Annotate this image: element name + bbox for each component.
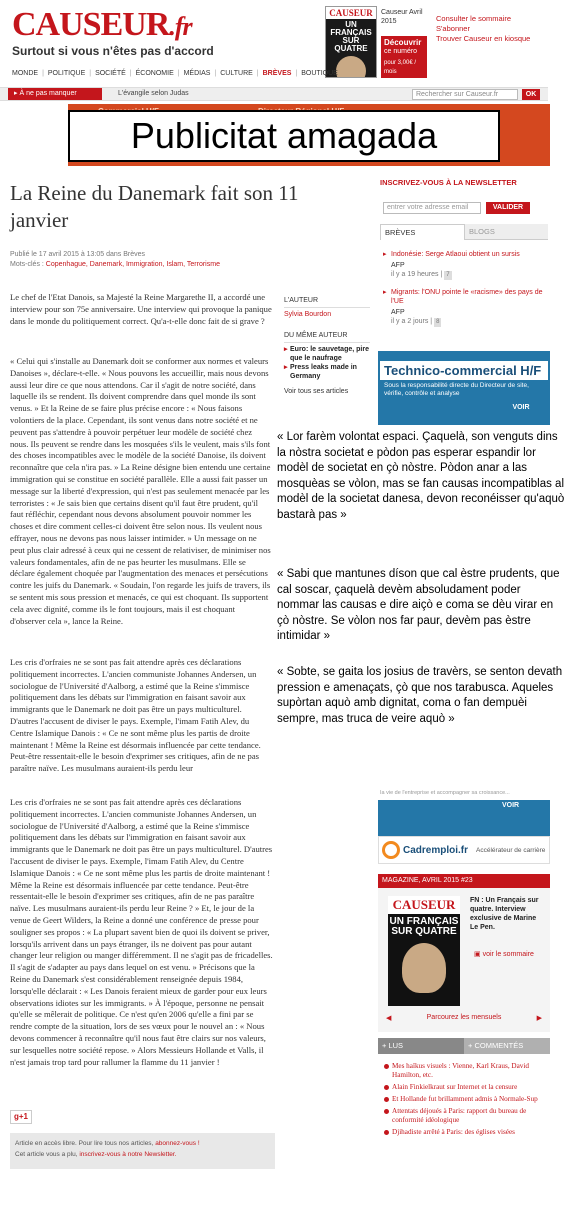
- tab-blogs[interactable]: BLOGS: [465, 224, 548, 240]
- mag-cover-text: UN FRANÇAIS SUR QUATRE: [389, 916, 459, 937]
- comment-count: 7: [446, 272, 450, 278]
- newsletter-box: [380, 178, 548, 211]
- list-item[interactable]: Mes haïkus visuels : Vienne, Karl Kraus, David Hamilton, etc.: [382, 1062, 550, 1080]
- mag-thumb-title: CAUSEUR: [326, 7, 376, 19]
- cover-portrait-image: [402, 943, 446, 993]
- same-author-item[interactable]: ▸ Euro: le sauvetage, pire que le naufrage: [284, 345, 370, 363]
- ticker-bar: [0, 87, 548, 101]
- same-author-heading: DU MÊME AUTEUR: [284, 331, 370, 343]
- ticker-news[interactable]: L'évangile selon Judas: [118, 90, 189, 97]
- cadremploi-name: Cadremploi.fr: [403, 844, 469, 856]
- author-name[interactable]: Sylvia Bourdon: [284, 311, 332, 318]
- cadremploi-logo-icon: [382, 841, 400, 859]
- next-arrow-icon[interactable]: ▶: [536, 1015, 542, 1022]
- cadremploi-tagline: Accélérateur de carrière: [476, 846, 546, 854]
- browse-issues-link[interactable]: Parcourez les mensuels: [426, 1014, 502, 1021]
- nav-monde[interactable]: MONDE: [12, 69, 39, 77]
- sidebar-job-ad-2[interactable]: [378, 788, 550, 836]
- article-body-2: Les cris d'orfraies ne se sont pas fait attendre après ces déclarations politiquement incorrectes. L'ancien communiste Johannes Andersen, un sociologue de l'Université d'Aalborg, a estimé que la Reine s'immisce politiquement dans les débats sur l'immigration en faisant savoir aux immigrants que le Danemark ne doit pas être un pays multiculturel. D'autres l'accusent de diviser le pays. Exemple, l'imam Fatih Alev, du Centre Islamique Danois : « Ce ne sont même plus les partis de droite maintenant ! Même la Reine est désormais influencée par cette tendance. Peut-être ressentait-elle le besoin d'exprimer ses critiques, afin de ne pas paraître naïve. Les musulmans auraient-ils perdu leur: [10, 657, 261, 774]
- pdf-icon: ▣: [474, 951, 483, 958]
- article-body-3: Les cris d'orfraies ne se sont pas fait attendre après ces déclarations politiquement incorrectes. L'ancien communiste Johannes Andersen, un sociologue de l'Université d'Aalborg, a estimé que la Reine s'immisce politiquement dans les débats sur l'immigration en faisant savoir aux immigrants que le Danemark ne doit pas être un pays multiculturel. D'autres l'accusent de diviser le pays. Exemple, l'imam Fatih Alev, du Centre Islamique Danois : « Ce ne sont même plus les partis de droite maintenant ! Même la Reine est désormais influencée par cette tendance. Peut-être ressentait-elle le besoin d'exprimer ses critiques, afin de ne pas paraître naïve. Les musulmans auraient-ils perdu leur Reine ? » Et, le jour de la venue de Geert Wilders, la Reine a donné une conférence de presse pour souligner ses propos : « La plupart savent bien de quoi ils doivent se priver, lorsqu'ils arrivent dans un pays étranger, ils ne doivent pas pour autant changer leur religion ou manger différemment. Il ne s'agit pas de fricadelles. Il s'agit de s'adapter au pays dans lequel on est venu. » Précisons que la Reine du Danemark s'est considérablement renseignée depuis 1984, lorsqu'elle déclarait : « Les Danois feraient mieux de garder pour eux leurs observations idiotes sur les immigrants. » À l'époque, personne ne pensait qu'elle se mêlerait de politique. Ce n'est qu'en 2006 qu'elle a fini par se rendre compte de la situation, lors de ses vœux pour le nouvel an : « Nous devons commencer à reconnaître qu'il nous faut être clairs sur nos valeurs, sur lesquelles notre société repose. » Alors Messieurs Hollande et Valls, il n'est jamais trop tard pour rallumer la flamme du 11 janvier !: [10, 797, 273, 1067]
- newsletter-link[interactable]: inscrivez-vous à notre Newsletter.: [79, 1151, 177, 1158]
- logo-suffix: .fr: [169, 12, 192, 41]
- magazine-description: FN : Un Français sur quatre. Interview exclusive de Marine Le Pen.: [470, 897, 539, 931]
- nav-breves[interactable]: BRÈVES: [262, 69, 292, 77]
- magazine-box: [378, 888, 550, 1032]
- subscribe-link[interactable]: abonnez-vous !: [155, 1140, 200, 1147]
- ticker-label: ▸ À ne pas manquer: [8, 88, 102, 100]
- site-tagline: Surtout si vous n'êtes pas d'accord: [12, 44, 214, 58]
- nav-politique[interactable]: POLITIQUE: [47, 69, 86, 77]
- mag-info-title: Causeur Avril: [381, 9, 423, 16]
- discover-label: Découvrir: [384, 38, 422, 47]
- breves-list: [383, 250, 548, 335]
- article-title: La Reine du Danemark fait son 11 janvier: [10, 181, 299, 232]
- cover-portrait-image: [336, 56, 366, 78]
- article-body-1: « Celui qui s'installe au Danemark doit se conformer aux normes et valeurs Danoises », déclare-t-elle. « Nous pouvons les accueillir, mais nous devons aussi leur dire ce que nous attendons. Car il s'agit de notre société, dans laquelle ils se rendent. Ils doivent comprendre dans quel monde ils sont venus. » Et la Reine de se faire plus précise encore : « Nous faisons volontiers de la place. Cependant, ils sont venus dans notre société et ne peuvent pas s'attendre à pouvoir perpétuer leur modèle de société chez nous. Ils peuvent se rendre dans les mosquées s'ils le veulent, mais s'ils font des choses incompatibles avec le modèle de la société Danoise, ils doivent reconnaître que cela n'ira pas. » La Reine désigne bien entendu une certaine immigration qui se constitue en société parallèle. Elle a aussi fait passer un message sur la liberté d'expression, qui n'est pas seulement menacée par les terroristes : « Je sais bien que certains disent qu'il faut être prudent, qu'il faut réfléchir, cependant nous devons absolument pouvoir nommer les choses et dire comment celles-ci doivent être selon nous. Ils veulent nous effrayer, nous ne devons pas nous laisser intimider. » Un message on ne peut plus clair adressé à ceux qui ne cessent de relativiser, de minimiser nos valeurs fondamentales, afin de ne pas heurter les musulmans. Elle se déclare également choquée par l'augmentation des menaces et persécutions contre les juifs du Danemark. « Soudain, l'on regarde les juifs de travers, ils se sentent mis sous pression et menacés, ce qui est choquant. Ils supportent cela avec dignité, comme ils le font toujours, mais il est choquant d'observer cela », lance la Reine.: [10, 356, 271, 626]
- main-nav: MONDE | POLITIQUE | SOCIÉTÉ | ÉCONOMIE | MÉDIAS | CULTURE | BRÈVES | BOUTIQUE: [12, 69, 338, 77]
- comment-count: 8: [436, 319, 440, 325]
- cadremploi-banner[interactable]: [378, 836, 550, 864]
- list-item[interactable]: Alain Finkielkraut sur Internet et la censure: [382, 1083, 550, 1092]
- newsletter-heading: INSCRIVEZ-VOUS À LA NEWSLETTER: [380, 178, 517, 187]
- mag-info-year: 2015: [381, 18, 397, 25]
- link-sommaire[interactable]: Consulter le sommaire: [436, 14, 512, 23]
- popular-tabs: [378, 1038, 550, 1054]
- hidden-ad-overlay: Publicitat amagada: [68, 110, 500, 162]
- see-summary-link[interactable]: ▣ voir le sommaire: [474, 951, 534, 958]
- occitan-quote-2: « Sabi que mantunes díson que cal èstre prudents, que cal soscar, çaquelà devèm absoludament poder nommar las causas e dire aiçò e coma se dèu virar en çò nòstre. Se vòlon nos far paur, devèm pas èstre intimidar »: [277, 568, 560, 642]
- discover-price: pour 3,00€ / mois: [384, 60, 417, 75]
- search-ok-button[interactable]: OK: [522, 89, 540, 100]
- article-meta: [10, 250, 360, 270]
- access-note: Article en accès libre. Pour lire tous nos articles, abonnez-vous ! Cet article vous a plu, inscrivez-vous à notre Newsletter.: [10, 1133, 275, 1169]
- mag-thumb-cover-text: UN FRANÇAIS SUR QUATRE: [330, 20, 372, 53]
- nav-medias[interactable]: MÉDIAS: [183, 69, 211, 77]
- prev-arrow-icon[interactable]: ◀: [386, 1015, 392, 1022]
- article-tags[interactable]: Copenhague, Danemark, Immigration, Islam, Terrorisme: [45, 261, 220, 268]
- tab-most-commented[interactable]: + COMMENTÉS: [468, 1041, 524, 1050]
- list-item[interactable]: Attentats déjoués à Paris: rapport du bureau de conformité idéologique: [382, 1107, 550, 1125]
- discover-sub: ce numéro: [384, 48, 418, 55]
- ad-view-button[interactable]: VOIR: [512, 404, 530, 411]
- nav-culture[interactable]: CULTURE: [220, 69, 253, 77]
- ad2-text: Ia vie de l'entreprise et accompagner sa croissance...: [378, 788, 550, 800]
- author-box: [284, 296, 370, 396]
- magazine-cover[interactable]: [388, 896, 460, 1006]
- email-input[interactable]: entrer votre adresse email: [383, 202, 481, 214]
- list-item[interactable]: Djihadiste arrêté à Paris: des églises visées: [382, 1128, 550, 1137]
- published-date: Publié le 17 avril 2015 à 13:05 dans Brèves: [10, 251, 146, 258]
- article-lead: Le chef de l'Etat Danois, sa Majesté la Reine Margarethe II, a accordé une interview pour son 75e anniversaire. Une interview qui provoque la panique dans le monde du politiquement correct. Qu'a-t-elle donc fait de si grave ?: [10, 292, 272, 326]
- google-plus-button[interactable]: g+1: [10, 1110, 32, 1124]
- list-item[interactable]: Et Hollande fut brillamment admis à Normale-Sup: [382, 1095, 550, 1104]
- list-item[interactable]: ▸ Migrants: l'ONU pointe le «racisme» des pays de l'UE AFP il y a 2 jours | 8: [383, 288, 548, 327]
- all-articles-link[interactable]: Voir tous ses articles: [284, 388, 349, 395]
- magazine-thumbnail[interactable]: [325, 6, 377, 78]
- author-heading: L'AUTEUR: [284, 296, 370, 308]
- nav-societe[interactable]: SOCIÉTÉ: [95, 69, 126, 77]
- ad-title: Technico-commercial H/F: [380, 361, 548, 380]
- play-icon: ▸: [14, 90, 20, 97]
- mag-cover-title: CAUSEUR: [388, 896, 460, 914]
- list-item[interactable]: ▸ Indonésie: Serge Atlaoui obtient un sursis AFP il y a 19 heures | 7: [383, 250, 548, 280]
- magazine-pager: [386, 1014, 542, 1022]
- magazine-info: [381, 8, 423, 26]
- occitan-quote-3: « Sobte, se gaita los josius de travèrs, se senton devath pression e amenaçats, çò que nos tarabusca. Aqueles supòrtan aquò amb dignitat, coma o fan dempuèi sempre, mas truca de veire aquò »: [277, 666, 563, 725]
- logo-main: CAUSEUR: [12, 6, 170, 43]
- same-author-item[interactable]: ▸ Press leaks made in Germany: [284, 363, 370, 381]
- ad-subtitle: Sous la responsabilité directe du Directeur de site, vérifie, contrôle et analyse: [384, 382, 529, 397]
- site-logo[interactable]: [12, 8, 192, 44]
- sidebar-tabs: [380, 224, 548, 240]
- occitan-quote-1: « Lor farèm volontat espaci. Çaquelà, son venguts dins la nòstra societat e pòdon pas esperar espandir lor modèl de societat en çò nòstre. Pòdon anar a las mosquèas se vòlon, mas se fan causas incompatiblas al modèl de la societat danesa, devon reconéisser qu'aquò bastarà pas »: [277, 431, 565, 521]
- ad2-view-button[interactable]: VOIR: [502, 802, 520, 809]
- nav-boutique[interactable]: BOUTIQUE: [301, 69, 338, 77]
- search-input[interactable]: Rechercher sur Causeur.fr: [412, 89, 518, 100]
- link-kiosque[interactable]: Trouver Causeur en kiosque: [436, 34, 531, 43]
- magazine-heading: MAGAZINE, AVRIL 2015 #23: [378, 874, 550, 888]
- discover-issue-button[interactable]: [381, 36, 427, 78]
- sidebar-job-ad[interactable]: [378, 351, 550, 425]
- popular-list: [382, 1062, 550, 1140]
- tags-label: Mots-clés :: [10, 261, 44, 268]
- link-subscribe[interactable]: S'abonner: [436, 24, 470, 33]
- top-links: [436, 14, 530, 44]
- validate-button[interactable]: VALIDER: [486, 202, 530, 214]
- nav-economie[interactable]: ÉCONOMIE: [135, 69, 174, 77]
- tab-most-read[interactable]: + LUS: [378, 1038, 464, 1054]
- tab-breves[interactable]: BRÈVES: [380, 224, 465, 240]
